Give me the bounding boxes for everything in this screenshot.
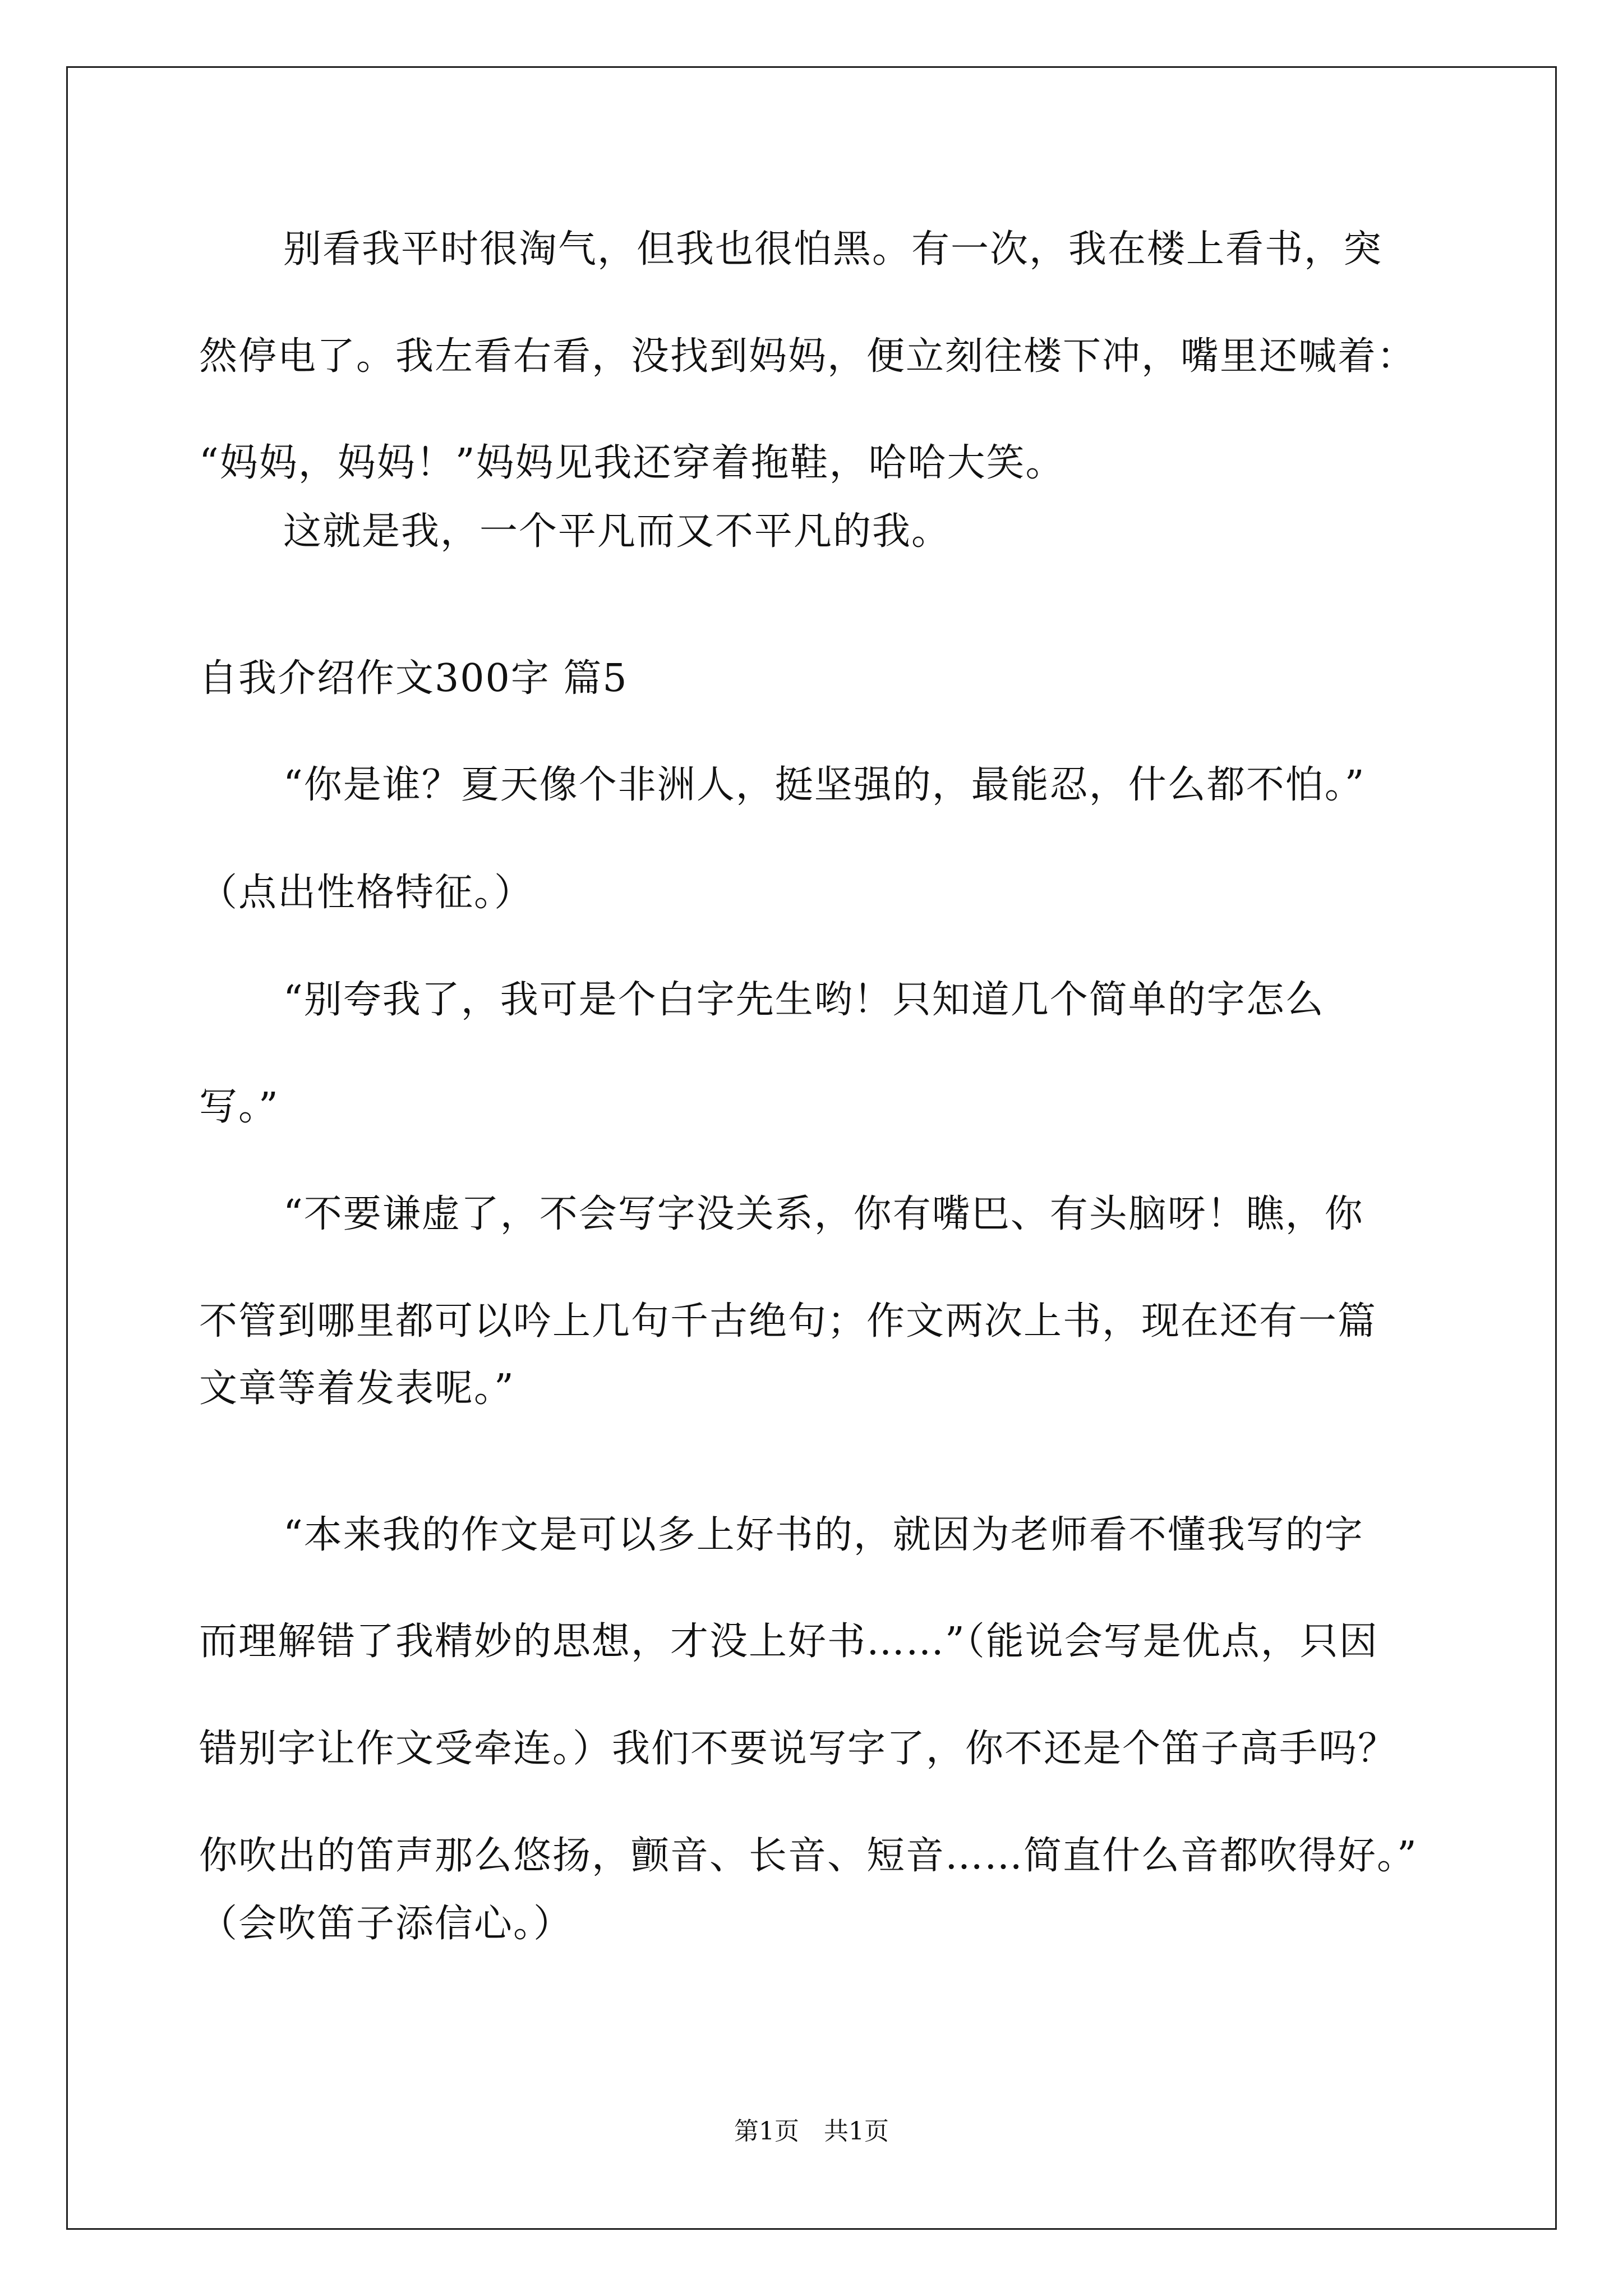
- paragraph-line: 而理解错了我精妙的思想，才没上好书……”（能说会写是优点，只因: [199, 1619, 1378, 1664]
- page-number-footer: 第1页 共1页: [734, 2117, 889, 2146]
- paragraph-line: “不要谦虚了，不会写字没关系，你有嘴巴、有头脑呀！瞧，你: [283, 1192, 1364, 1236]
- paragraph-line: 然停电了。我左看右看，没找到妈妈，便立刻往楼下冲，嘴里还喊着：: [199, 334, 1417, 379]
- paragraph-line: 你吹出的笛声那么悠扬，颤音、长音、短音……简直什么音都吹得好。”: [199, 1834, 1418, 1878]
- paragraph-line: 写。”: [199, 1085, 279, 1129]
- paragraph-line: “妈妈，妈妈！”妈妈见我还穿着拖鞋，哈哈大笑。: [199, 441, 1065, 485]
- paragraph-line: 文章等着发表呢。”: [199, 1366, 515, 1411]
- paragraph-line: （会吹笛子添信心。）: [199, 1902, 573, 1946]
- paragraph-line: “你是谁？夏天像个非洲人，挺坚强的，最能忍，什么都不怕。”: [283, 763, 1366, 807]
- paragraph-line: 这就是我，一个平凡而又不平凡的我。: [283, 509, 951, 554]
- paragraph-line: “本来我的作文是可以多上好书的，就因为老师看不懂我写的字: [283, 1513, 1364, 1557]
- paragraph-line: 不管到哪里都可以吟上几句千古绝句；作文两次上书，现在还有一篇: [199, 1299, 1377, 1343]
- section-heading: 自我介绍作文300字 篇5: [199, 656, 628, 701]
- paragraph-line: 别看我平时很淘气，但我也很怕黑。有一次，我在楼上看书，突: [283, 227, 1383, 272]
- paragraph-line: “别夸我了，我可是个白字先生哟！只知道几个简单的字怎么: [283, 978, 1325, 1022]
- paragraph-line: （点出性格特征。）: [199, 871, 534, 915]
- paragraph-line: 错别字让作文受牵连。）我们不要说写字了，你不还是个笛子高手吗？: [199, 1727, 1398, 1771]
